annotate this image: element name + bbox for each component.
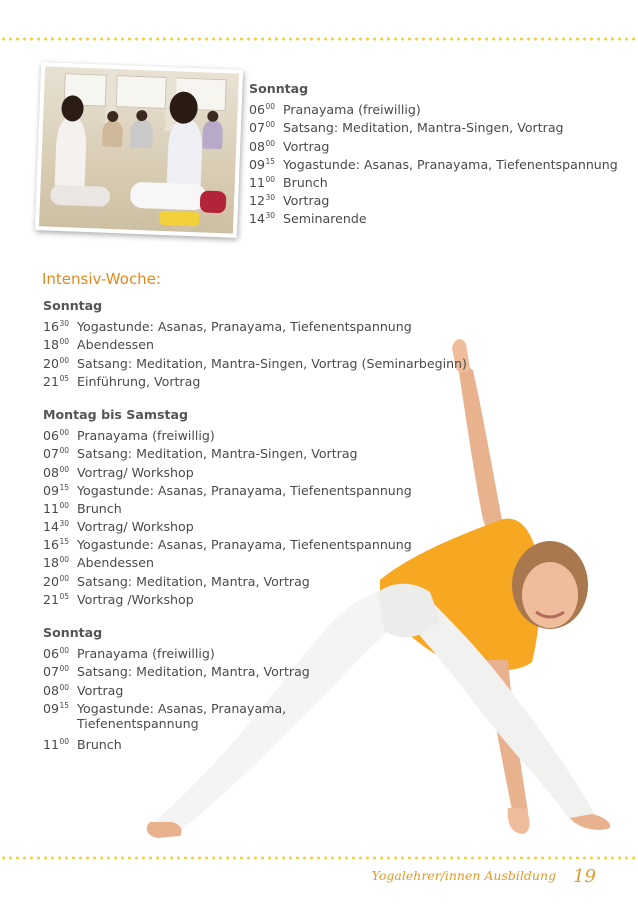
schedule-activity: Satsang: Meditation, Mantra-Singen, Vortrag (Seminarbeginn) xyxy=(77,355,467,371)
time-hour: 20 xyxy=(43,355,60,371)
bottom-dotted-border xyxy=(0,855,638,861)
time-hour: 21 xyxy=(43,373,60,389)
schedule-item xyxy=(43,551,467,569)
top-schedule xyxy=(249,80,618,226)
time-hour: 09 xyxy=(43,700,60,716)
intensive-week-heading: Intensiv-Woche: xyxy=(42,270,161,288)
time-minute: 15 xyxy=(59,537,70,547)
schedule-activity: Seminarende xyxy=(283,211,367,227)
schedule-time xyxy=(249,207,283,228)
time-minute: 00 xyxy=(265,138,276,148)
schedule-item xyxy=(249,171,618,189)
time-minute: 05 xyxy=(59,591,70,601)
time-hour: 07 xyxy=(249,120,266,136)
time-hour: 11 xyxy=(43,737,60,753)
schedule-item xyxy=(249,189,618,207)
schedule-activity: Brunch xyxy=(283,174,328,190)
time-hour: 08 xyxy=(43,682,60,698)
time-hour: 14 xyxy=(249,211,266,227)
schedule-activity: Vortrag /Workshop xyxy=(77,591,194,607)
time-minute: 00 xyxy=(265,120,276,130)
time-minute: 00 xyxy=(265,174,276,184)
time-hour: 16 xyxy=(43,319,60,335)
schedule-activity: Brunch xyxy=(77,500,122,516)
schedule-item xyxy=(43,333,467,351)
schedule-item xyxy=(249,207,618,225)
time-minute: 00 xyxy=(59,337,70,347)
schedule-item xyxy=(43,515,467,533)
time-minute: 30 xyxy=(265,193,276,203)
schedule-activity: Satsang: Meditation, Mantra, Vortrag xyxy=(77,664,310,680)
schedule-item xyxy=(43,533,467,551)
time-minute: 00 xyxy=(59,464,70,474)
time-minute: 05 xyxy=(59,373,70,383)
schedule-day-heading: Sonntag xyxy=(43,625,103,640)
top-dotted-border xyxy=(0,36,638,42)
schedule-time xyxy=(43,370,77,391)
time-hour: 20 xyxy=(43,573,60,589)
time-minute: 30 xyxy=(265,211,276,221)
schedule-item xyxy=(249,153,618,171)
schedule-activity: Yogastunde: Asanas, Pranayama, Tiefenentspannung xyxy=(283,156,618,172)
schedule-item xyxy=(43,424,467,442)
schedule-item xyxy=(43,479,467,497)
schedule-activity: Abendessen xyxy=(77,337,154,353)
time-minute: 15 xyxy=(59,482,70,492)
schedule-activity: Vortrag xyxy=(283,193,330,209)
time-minute: 00 xyxy=(59,573,70,583)
schedule-item xyxy=(43,315,467,333)
top-schedule-day: Sonntag xyxy=(249,81,309,96)
time-minute: 00 xyxy=(59,682,70,692)
time-minute: 30 xyxy=(59,319,70,329)
schedule-activity: Vortrag/ Workshop xyxy=(77,519,194,535)
schedule-activity: Yogastunde: Asanas, Pranayama, Tiefenentspannung xyxy=(77,319,412,335)
schedule-activity: Satsang: Meditation, Mantra-Singen, Vortrag xyxy=(283,120,564,136)
time-minute: 00 xyxy=(59,737,70,747)
schedule-item xyxy=(249,116,618,134)
seminar-photo xyxy=(35,62,243,238)
schedule-item xyxy=(43,442,467,460)
intensive-week-schedule xyxy=(43,297,467,751)
schedule-activity: Vortrag xyxy=(283,138,330,154)
time-hour: 18 xyxy=(43,555,60,571)
time-minute: 15 xyxy=(265,156,276,166)
time-hour: 06 xyxy=(43,428,60,444)
time-hour: 09 xyxy=(249,156,266,172)
page-number: 19 xyxy=(573,866,596,887)
time-minute: 00 xyxy=(59,446,70,456)
time-hour: 12 xyxy=(249,193,266,209)
time-hour: 16 xyxy=(43,537,60,553)
time-hour: 06 xyxy=(249,102,266,118)
time-hour: 11 xyxy=(249,174,266,190)
time-hour: 11 xyxy=(43,500,60,516)
schedule-activity: Satsang: Meditation, Mantra, Vortrag xyxy=(77,573,310,589)
schedule-item xyxy=(43,570,467,588)
schedule-activity: Pranayama (freiwillig) xyxy=(77,428,215,444)
time-hour: 14 xyxy=(43,519,60,535)
time-hour: 07 xyxy=(43,446,60,462)
footer-title: Yogalehrer/innen Ausbildung xyxy=(371,868,556,883)
schedule-item xyxy=(43,370,467,388)
time-minute: 00 xyxy=(59,646,70,656)
schedule-day-heading: Sonntag xyxy=(43,298,103,313)
time-hour: 18 xyxy=(43,337,60,353)
schedule-activity: Yogastunde: Asanas, Pranayama, Tiefenentspannung xyxy=(77,482,412,498)
time-minute: 00 xyxy=(59,664,70,674)
schedule-activity: Vortrag xyxy=(77,682,124,698)
time-minute: 15 xyxy=(59,700,70,710)
seminar-photo-image xyxy=(39,66,239,233)
schedule-activity: Brunch xyxy=(77,737,122,753)
time-hour: 08 xyxy=(43,464,60,480)
time-hour: 09 xyxy=(43,482,60,498)
schedule-activity: Satsang: Meditation, Mantra-Singen, Vortrag xyxy=(77,446,358,462)
schedule-time xyxy=(43,697,77,718)
schedule-activity: Pranayama (freiwillig) xyxy=(283,102,421,118)
schedule-item xyxy=(43,642,467,660)
schedule-activity-continued: Tiefenentspannung xyxy=(77,715,199,731)
time-minute: 30 xyxy=(59,519,70,529)
schedule-item xyxy=(43,352,467,370)
schedule-activity: Abendessen xyxy=(77,555,154,571)
schedule-day-heading: Montag bis Samstag xyxy=(43,406,189,422)
schedule-activity: Einführung, Vortrag xyxy=(77,373,201,389)
schedule-time xyxy=(43,733,77,754)
schedule-item xyxy=(43,461,467,479)
schedule-activity: Pranayama (freiwillig) xyxy=(77,646,215,662)
schedule-time xyxy=(43,588,77,609)
time-minute: 00 xyxy=(265,102,276,112)
time-hour: 07 xyxy=(43,664,60,680)
schedule-activity: Yogastunde: Asanas, Pranayama, Tiefenentspannung xyxy=(77,537,412,553)
schedule-item xyxy=(43,679,467,697)
time-hour: 06 xyxy=(43,646,60,662)
schedule-item xyxy=(43,660,467,678)
time-hour: 08 xyxy=(249,138,266,154)
time-minute: 00 xyxy=(59,500,70,510)
page-footer xyxy=(372,866,596,887)
schedule-item xyxy=(43,588,467,606)
time-minute: 00 xyxy=(59,428,70,438)
schedule-item xyxy=(43,733,467,751)
schedule-item xyxy=(43,497,467,515)
schedule-item xyxy=(43,697,467,715)
schedule-activity: Vortrag/ Workshop xyxy=(77,464,194,480)
schedule-item xyxy=(249,98,618,116)
time-minute: 00 xyxy=(59,355,70,365)
time-minute: 00 xyxy=(59,555,70,565)
schedule-activity: Yogastunde: Asanas, Pranayama, xyxy=(77,700,287,716)
time-hour: 21 xyxy=(43,591,60,607)
schedule-item xyxy=(249,135,618,153)
